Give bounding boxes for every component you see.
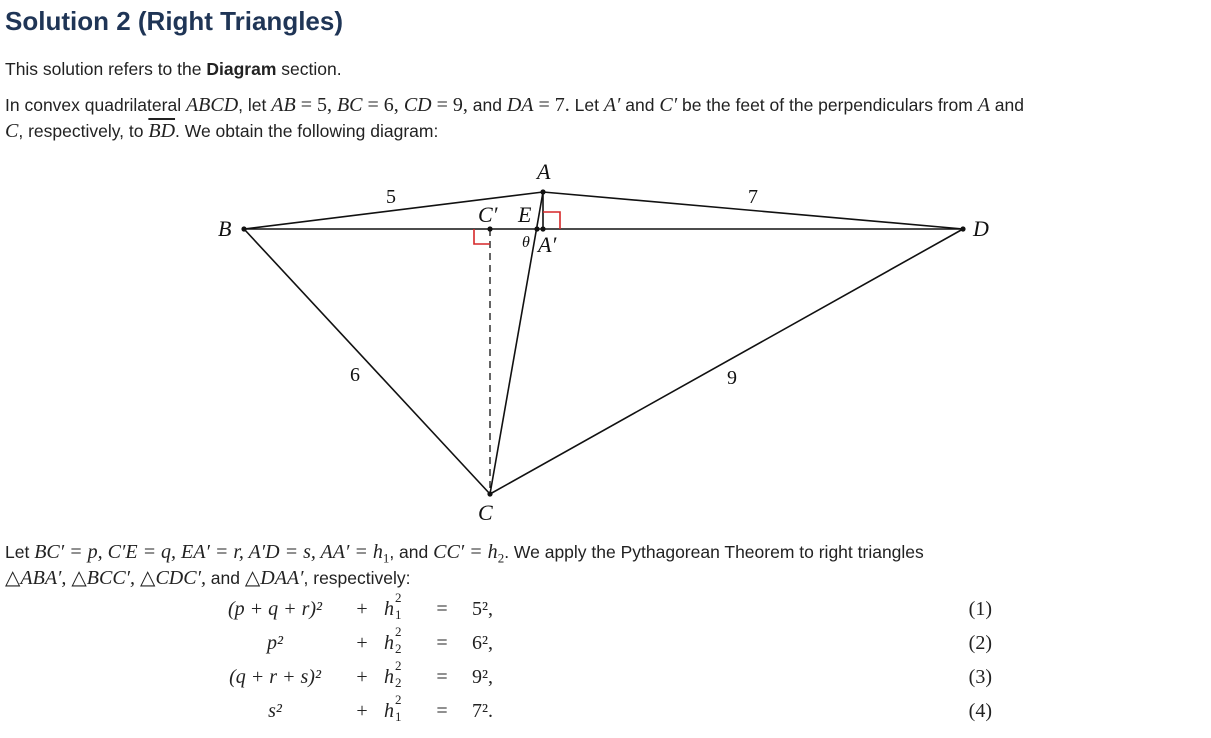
equation-plus: + <box>356 632 368 654</box>
equation-lhs: (p + q + r)² <box>227 598 323 620</box>
segment-bc <box>244 229 490 494</box>
problem-text: Let <box>569 95 604 115</box>
equation-h-sup: 2 <box>395 590 402 605</box>
intro-paragraph <box>5 56 342 82</box>
let-text: and <box>205 568 245 588</box>
equation-h-sub: 2 <box>395 675 402 690</box>
problem-text: be the feet of the perpendiculars from <box>677 95 978 115</box>
math-ab: AB <box>271 94 296 116</box>
equation-row <box>0 624 1211 666</box>
equation-h-sup: 2 <box>395 658 402 673</box>
equation-h-letter: h <box>384 700 394 722</box>
math-c: C <box>5 120 19 142</box>
math-triangles: △ABA′, △BCC′, △CDC′, <box>5 567 206 589</box>
math-a: A <box>977 94 990 116</box>
label-c-prime: C′ <box>478 202 498 227</box>
side-label-ab: 5 <box>386 186 396 208</box>
equation-rhs: 9², <box>472 666 493 688</box>
let-text: . We apply the Pythagorean Theorem to right triangles <box>504 542 924 562</box>
let-text: Let <box>5 542 35 562</box>
problem-text: and <box>989 95 1024 115</box>
math-c-prime: C′ <box>659 94 678 116</box>
side-label-cd: 9 <box>727 367 737 389</box>
intro-prefix: This solution refers to the <box>5 59 207 79</box>
math-triangle-daa: △DAA′ <box>244 567 304 589</box>
let-text: , respectively: <box>303 568 411 588</box>
let-line-2 <box>5 565 411 591</box>
intro-suffix: section. <box>276 59 342 79</box>
equation-number: (1) <box>968 598 992 620</box>
equation-h <box>384 692 402 724</box>
right-angle-a-prime <box>543 212 560 229</box>
equation-h <box>384 624 402 656</box>
equation-h-letter: h <box>384 598 394 620</box>
equation-row <box>0 692 1211 734</box>
math-da-value: = 7. <box>533 94 570 116</box>
let-text: , and <box>389 542 434 562</box>
equation-h <box>384 590 402 622</box>
diagram-link: Diagram <box>206 59 277 79</box>
equation-rhs: 6², <box>472 632 493 654</box>
equation-h <box>384 658 402 690</box>
equation-rhs: 5², <box>472 598 493 620</box>
label-theta: θ <box>522 234 530 251</box>
segment-cd <box>490 229 963 494</box>
label-e: E <box>518 202 532 227</box>
math-variables: BC′ = p, C′E = q, EA′ = r, A′D = s, AA′ = h <box>34 541 383 563</box>
problem-text: and <box>620 95 660 115</box>
equation-number: (2) <box>968 632 992 654</box>
equation-row <box>0 658 1211 700</box>
equation-plus: + <box>356 700 368 722</box>
math-quad: ABCD <box>185 94 239 116</box>
equation-lhs: (q + r + s)² <box>229 666 321 688</box>
equation-equals: = <box>436 700 448 722</box>
side-label-bc: 6 <box>350 364 360 386</box>
math-bc: BC <box>336 94 363 116</box>
math-cd-value: = 9, <box>431 94 468 116</box>
label-c: C <box>478 500 493 525</box>
equation-equals: = <box>436 666 448 688</box>
problem-line-2 <box>5 118 438 144</box>
math-cd: CD <box>403 94 432 116</box>
problem-line-1 <box>5 92 1024 118</box>
math-cc-prime: CC′ = h <box>433 541 498 563</box>
page-title: Solution 2 (Right Triangles) <box>5 6 343 36</box>
point-c-prime <box>487 226 492 231</box>
label-b: B <box>218 216 232 241</box>
segment-ac <box>490 192 543 494</box>
point-a <box>540 189 545 194</box>
point-e <box>534 226 539 231</box>
problem-text: , let <box>238 95 272 115</box>
equation-number: (3) <box>968 666 992 688</box>
right-angle-c-prime <box>474 229 490 244</box>
equation-plus: + <box>356 666 368 688</box>
equation-number: (4) <box>968 700 992 722</box>
label-d: D <box>973 216 989 241</box>
problem-text: , respectively, to <box>18 121 149 141</box>
equation-row <box>0 590 1211 632</box>
problem-text: and <box>467 95 507 115</box>
equation-h-sub: 2 <box>395 641 402 656</box>
equation-h-letter: h <box>384 632 394 654</box>
point-a-prime <box>540 226 545 231</box>
equation-h-sub: 1 <box>395 709 402 724</box>
quadrilateral-diagram <box>200 155 1000 527</box>
point-b <box>241 226 246 231</box>
equation-equals: = <box>436 632 448 654</box>
math-a-prime: A′ <box>603 94 621 116</box>
equation-lhs: p² <box>267 632 283 654</box>
equation-lhs: s² <box>268 700 282 722</box>
equation-equals: = <box>436 598 448 620</box>
label-a-prime: A′ <box>538 232 557 257</box>
math-bc-value: = 6, <box>362 94 404 116</box>
point-d <box>960 226 965 231</box>
point-c <box>487 491 492 496</box>
equation-h-sup: 2 <box>395 692 402 707</box>
problem-text: . We obtain the following diagram: <box>175 121 439 141</box>
equation-rhs: 7². <box>472 700 493 722</box>
math-sub-1: 1 <box>382 550 390 566</box>
equation-h-sub: 1 <box>395 607 402 622</box>
equation-h-sup: 2 <box>395 624 402 639</box>
equation-plus: + <box>356 598 368 620</box>
math-da: DA <box>506 94 534 116</box>
math-ab-value: = 5, <box>295 94 337 116</box>
equation-system <box>0 590 1211 734</box>
math-bd: $\overline{BD}$ <box>148 120 176 142</box>
side-label-ad: 7 <box>748 186 758 208</box>
math-sub-2: 2 <box>497 550 505 566</box>
problem-text: In convex quadrilateral <box>5 95 186 115</box>
equation-h-letter: h <box>384 666 394 688</box>
label-a: A <box>537 159 551 184</box>
